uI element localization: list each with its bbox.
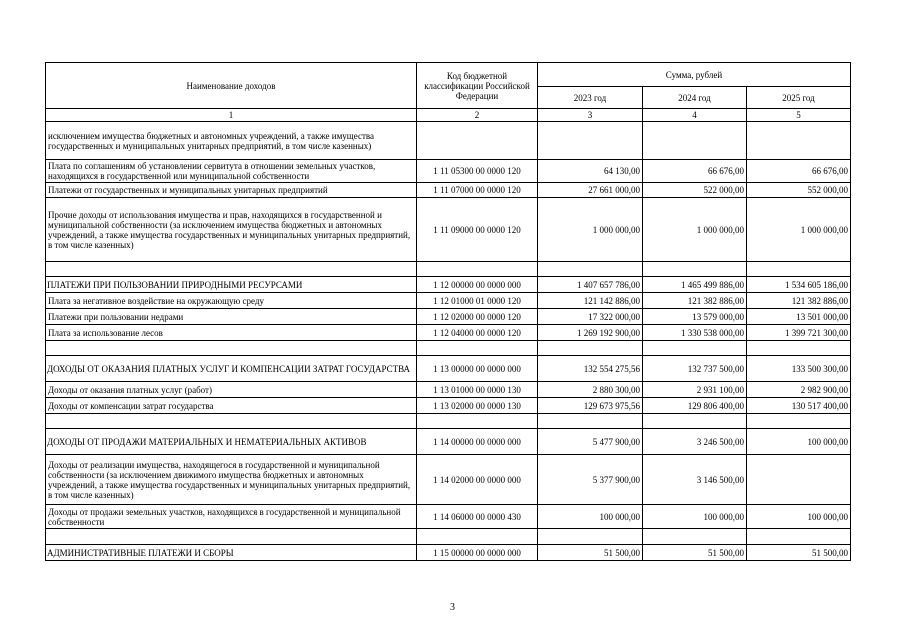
- budget-code-cell: 1 11 07000 00 0000 120: [417, 183, 538, 198]
- income-name-cell: Доходы от продажи земельных участков, находящихся в государственной и муниципальной собственности: [46, 505, 417, 529]
- budget-code-cell: [417, 529, 538, 545]
- income-name-cell: Платежи от государственных и муниципальных унитарных предприятий: [46, 183, 417, 198]
- table-row: [46, 341, 851, 356]
- amount-2023-cell: 17 322 000,00: [538, 309, 643, 325]
- amount-2024-cell: [643, 341, 747, 356]
- amount-2025-cell: 51 500,00: [747, 545, 851, 561]
- budget-code-cell: 1 13 02000 00 0000 130: [417, 398, 538, 414]
- income-name-cell: АДМИНИСТРАТИВНЫЕ ПЛАТЕЖИ И СБОРЫ: [46, 545, 417, 561]
- column-number: 1: [46, 109, 417, 122]
- amount-2024-cell: 132 737 500,00: [643, 356, 747, 382]
- amount-2023-cell: 5 477 900,00: [538, 429, 643, 455]
- column-number: 2: [417, 109, 538, 122]
- header-year-2025: 2025 год: [747, 87, 851, 109]
- amount-2023-cell: [538, 529, 643, 545]
- table-row: [46, 293, 851, 309]
- amount-2025-cell: 552 000,00: [747, 183, 851, 198]
- amount-2023-cell: 100 000,00: [538, 505, 643, 529]
- income-name-cell: [46, 414, 417, 429]
- amount-2023-cell: [538, 122, 643, 160]
- income-name-cell: Плата по соглашениям об установлении сервитута в отношении земельных участков, находящихся в государственной или муниципальной собственности: [46, 160, 417, 183]
- income-name-cell: [46, 341, 417, 356]
- amount-2025-cell: 2 982 900,00: [747, 382, 851, 398]
- amount-2025-cell: [747, 529, 851, 545]
- page-number: 3: [450, 602, 455, 613]
- table-row: [46, 309, 851, 325]
- budget-code-cell: 1 12 04000 00 0000 120: [417, 325, 538, 341]
- income-name-cell: ДОХОДЫ ОТ ПРОДАЖИ МАТЕРИАЛЬНЫХ И НЕМАТЕРИАЛЬНЫХ АКТИВОВ: [46, 429, 417, 455]
- amount-2023-cell: 129 673 975,56: [538, 398, 643, 414]
- budget-code-cell: 1 14 00000 00 0000 000: [417, 429, 538, 455]
- table-row: [46, 122, 851, 160]
- table-row: [46, 160, 851, 183]
- amount-2024-cell: 2 931 100,00: [643, 382, 747, 398]
- budget-code-cell: 1 15 00000 00 0000 000: [417, 545, 538, 561]
- table-row: [46, 398, 851, 414]
- amount-2024-cell: 1 330 538 000,00: [643, 325, 747, 341]
- header-sum-cell: Сумма, рублей: [538, 63, 851, 87]
- amount-2023-cell: 121 142 886,00: [538, 293, 643, 309]
- table-row: [46, 414, 851, 429]
- amount-2023-cell: [538, 262, 643, 277]
- amount-2025-cell: 66 676,00: [747, 160, 851, 183]
- amount-2025-cell: [747, 341, 851, 356]
- income-name-cell: ПЛАТЕЖИ ПРИ ПОЛЬЗОВАНИИ ПРИРОДНЫМИ РЕСУРСАМИ: [46, 277, 417, 293]
- table-row: [46, 455, 851, 505]
- income-name-cell: Плата за негативное воздействие на окружающую среду: [46, 293, 417, 309]
- budget-code-cell: 1 11 05300 00 0000 120: [417, 160, 538, 183]
- table-row: [46, 429, 851, 455]
- budget-code-cell: 1 11 09000 00 0000 120: [417, 198, 538, 262]
- amount-2024-cell: [643, 414, 747, 429]
- income-name-cell: [46, 262, 417, 277]
- amount-2025-cell: 133 500 300,00: [747, 356, 851, 382]
- amount-2023-cell: 1 407 657 786,00: [538, 277, 643, 293]
- amount-2023-cell: 1 269 192 900,00: [538, 325, 643, 341]
- amount-2025-cell: 130 517 400,00: [747, 398, 851, 414]
- budget-code-cell: 1 13 01000 00 0000 130: [417, 382, 538, 398]
- column-number: 5: [747, 109, 851, 122]
- income-name-cell: Доходы от реализации имущества, находящегося в государственной и муниципальной собственности (за исключением движимого имущества бюджетных и автономных учреждений, а также имущества государственных и муниципальных унитарных предприятий, в том числе казенных): [46, 455, 417, 505]
- amount-2025-cell: 1 534 605 186,00: [747, 277, 851, 293]
- amount-2024-cell: 13 579 000,00: [643, 309, 747, 325]
- amount-2025-cell: 100 000,00: [747, 429, 851, 455]
- amount-2023-cell: 27 661 000,00: [538, 183, 643, 198]
- revenue-table: [45, 62, 851, 561]
- amount-2024-cell: 129 806 400,00: [643, 398, 747, 414]
- budget-code-cell: [417, 414, 538, 429]
- income-name-cell: [46, 529, 417, 545]
- amount-2024-cell: 121 382 886,00: [643, 293, 747, 309]
- table-row: [46, 529, 851, 545]
- amount-2023-cell: 51 500,00: [538, 545, 643, 561]
- amount-2024-cell: 1 000 000,00: [643, 198, 747, 262]
- table-row: [46, 382, 851, 398]
- table-row: [46, 183, 851, 198]
- amount-2024-cell: 100 000,00: [643, 505, 747, 529]
- header-year-2024: 2024 год: [643, 87, 747, 109]
- amount-2024-cell: 522 000,00: [643, 183, 747, 198]
- table-row: [46, 198, 851, 262]
- budget-code-cell: 1 12 02000 00 0000 120: [417, 309, 538, 325]
- income-name-cell: Плата за использование лесов: [46, 325, 417, 341]
- amount-2025-cell: 100 000,00: [747, 505, 851, 529]
- amount-2023-cell: 1 000 000,00: [538, 198, 643, 262]
- amount-2024-cell: [643, 122, 747, 160]
- income-name-cell: Платежи при пользовании недрами: [46, 309, 417, 325]
- amount-2023-cell: [538, 341, 643, 356]
- amount-2025-cell: [747, 414, 851, 429]
- budget-code-cell: 1 14 02000 00 0000 000: [417, 455, 538, 505]
- column-number-row: [46, 109, 851, 122]
- amount-2024-cell: 3 146 500,00: [643, 455, 747, 505]
- table-row: [46, 277, 851, 293]
- table-row: [46, 325, 851, 341]
- income-name-cell: Доходы от компенсации затрат государства: [46, 398, 417, 414]
- budget-code-cell: 1 14 06000 00 0000 430: [417, 505, 538, 529]
- amount-2024-cell: [643, 529, 747, 545]
- amount-2025-cell: 1 000 000,00: [747, 198, 851, 262]
- income-name-cell: Доходы от оказания платных услуг (работ): [46, 382, 417, 398]
- column-number: 4: [643, 109, 747, 122]
- amount-2024-cell: 3 246 500,00: [643, 429, 747, 455]
- amount-2024-cell: 51 500,00: [643, 545, 747, 561]
- amount-2024-cell: [643, 262, 747, 277]
- table-row: [46, 262, 851, 277]
- amount-2025-cell: 13 501 000,00: [747, 309, 851, 325]
- column-number: 3: [538, 109, 643, 122]
- budget-code-cell: 1 13 00000 00 0000 000: [417, 356, 538, 382]
- amount-2025-cell: 121 382 886,00: [747, 293, 851, 309]
- amount-2023-cell: 5 377 900,00: [538, 455, 643, 505]
- amount-2025-cell: [747, 455, 851, 505]
- amount-2025-cell: 1 399 721 300,00: [747, 325, 851, 341]
- budget-code-cell: 1 12 01000 01 0000 120: [417, 293, 538, 309]
- budget-code-cell: 1 12 00000 00 0000 000: [417, 277, 538, 293]
- budget-code-cell: [417, 262, 538, 277]
- header-name-cell: Наименование доходов: [46, 63, 417, 109]
- amount-2023-cell: 64 130,00: [538, 160, 643, 183]
- amount-2024-cell: 1 465 499 886,00: [643, 277, 747, 293]
- header-row: [46, 63, 851, 87]
- budget-code-cell: [417, 122, 538, 160]
- header-code-cell: Код бюджетной классификации Российской Федерации: [417, 63, 538, 109]
- budget-code-cell: [417, 341, 538, 356]
- amount-2025-cell: [747, 122, 851, 160]
- amount-2023-cell: [538, 414, 643, 429]
- income-name-cell: Прочие доходы от использования имущества и прав, находящихся в государственной и муниципальной собственности (за исключением имущества бюджетных и автономных учреждений, а также имущества государственных и муниципальных унитарных предприятий, в том числе казенных): [46, 198, 417, 262]
- header-year-2023: 2023 год: [538, 87, 643, 109]
- amount-2023-cell: 132 554 275,56: [538, 356, 643, 382]
- amount-2023-cell: 2 880 300,00: [538, 382, 643, 398]
- table-row: [46, 356, 851, 382]
- table-row: [46, 545, 851, 561]
- amount-2024-cell: 66 676,00: [643, 160, 747, 183]
- table-row: [46, 505, 851, 529]
- income-name-cell: ДОХОДЫ ОТ ОКАЗАНИЯ ПЛАТНЫХ УСЛУГ И КОМПЕНСАЦИИ ЗАТРАТ ГОСУДАРСТВА: [46, 356, 417, 382]
- income-name-cell: исключением имущества бюджетных и автономных учреждений, а также имущества государственных и муниципальных унитарных предприятий, в том числе казенных): [46, 122, 417, 160]
- amount-2025-cell: [747, 262, 851, 277]
